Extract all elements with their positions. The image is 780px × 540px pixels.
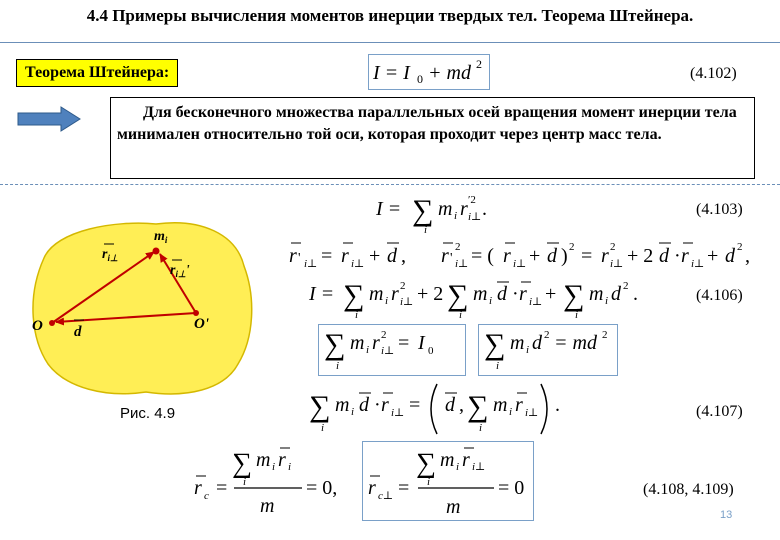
svg-text:i: i (272, 461, 276, 473)
svg-text:d: d (359, 394, 369, 416)
svg-text:·: · (674, 245, 681, 267)
svg-text:2: 2 (610, 241, 616, 253)
section-divider (0, 184, 780, 185)
formula-4-106 (305, 276, 655, 324)
title-divider (0, 42, 780, 43)
svg-text:m: m (350, 332, 365, 354)
vector-r-i-label: $r_{i\perp}$ (102, 247, 118, 263)
svg-text:=: = (581, 245, 593, 267)
figure-caption: Рис. 4.9 (120, 405, 176, 422)
svg-text:m: m (256, 449, 271, 471)
svg-text:d: d (497, 283, 507, 305)
svg-text:r: r (460, 198, 468, 220)
svg-text:,: , (459, 394, 464, 416)
svg-text:i: i (575, 309, 579, 321)
formula-vector-relations (285, 236, 775, 276)
rigid-body-shape (33, 223, 252, 394)
svg-text:c⊥: c⊥ (378, 490, 394, 502)
svg-text:i: i (385, 295, 389, 307)
svg-text:i⊥: i⊥ (691, 258, 705, 270)
svg-text:r: r (519, 283, 527, 305)
svg-text:i⊥: i⊥ (529, 296, 543, 308)
point-o-label: O (32, 318, 43, 334)
svg-text:= 0,: = 0, (306, 477, 338, 499)
svg-text:2: 2 (476, 57, 482, 71)
svg-text:d: d (445, 394, 455, 416)
svg-text:d: d (547, 245, 557, 267)
svg-text:∑: ∑ (484, 328, 506, 361)
svg-text:i: i (427, 476, 431, 488)
svg-text:I = I: I = I (373, 62, 410, 84)
svg-text:i⊥: i⊥ (513, 258, 527, 270)
svg-text:): ) (561, 245, 568, 267)
svg-text:I =: I = (309, 283, 335, 305)
theorem-statement: Для бесконечного множества параллельных осей вращения момент инерции тела минимален относительно той оси, которая проходит через центр масс тела. (110, 97, 755, 179)
svg-text:r: r (278, 449, 286, 471)
formula-4-107 (305, 380, 565, 440)
svg-text:i: i (489, 295, 493, 307)
svg-text:2: 2 (544, 329, 550, 341)
svg-text:∑: ∑ (467, 390, 489, 423)
svg-text:2: 2 (455, 241, 461, 253)
svg-text:r: r (515, 394, 523, 416)
svg-text:i: i (479, 422, 483, 434)
svg-text:i: i (424, 224, 428, 236)
svg-text:,: , (745, 245, 750, 267)
svg-text:= (: = ( (471, 245, 494, 267)
svg-text:m: m (510, 332, 525, 354)
svg-text:i: i (336, 360, 340, 372)
svg-text:·: · (512, 283, 519, 305)
svg-text:∑: ∑ (412, 194, 434, 227)
equation-number-4-108-4-109: (4.108, 4.109) (643, 481, 734, 498)
svg-text:r: r (503, 245, 511, 267)
svg-text:m: m (473, 283, 488, 305)
equation-number-4-103: (4.103) (696, 201, 743, 218)
point-o (49, 320, 55, 326)
mass-point (153, 248, 160, 255)
svg-text:2: 2 (400, 280, 406, 292)
svg-text:r: r (372, 332, 380, 354)
svg-text:r: r (462, 449, 470, 471)
svg-text:m: m (335, 394, 350, 416)
page-number: 13 (720, 509, 733, 521)
svg-text:∑: ∑ (324, 328, 346, 361)
point-o-prime-label: O' (194, 316, 209, 332)
svg-text:r: r (441, 245, 449, 267)
svg-text:i: i (605, 295, 609, 307)
svg-text:m: m (446, 496, 461, 518)
svg-text:=: = (398, 332, 410, 354)
svg-text:d: d (387, 245, 397, 267)
svg-text:i⊥: i⊥ (525, 407, 539, 419)
svg-text:∑: ∑ (309, 390, 331, 423)
svg-text:·: · (374, 394, 381, 416)
svg-text:m: m (438, 198, 453, 220)
svg-text:': ' (298, 251, 301, 266)
svg-text:∑: ∑ (416, 448, 436, 479)
svg-text:r: r (681, 245, 689, 267)
svg-text:,: , (401, 245, 406, 267)
right-arrow-icon (17, 106, 81, 132)
svg-text:= md: = md (554, 332, 597, 354)
mass-label: $m_i$ (154, 229, 168, 245)
svg-text:+ 2: + 2 (627, 245, 654, 267)
svg-text:i: i (526, 344, 530, 356)
svg-text:i: i (509, 406, 513, 418)
svg-text:i⊥: i⊥ (610, 258, 624, 270)
svg-text:+: + (707, 245, 719, 267)
svg-text:r: r (289, 245, 297, 267)
svg-text:i⊥: i⊥ (455, 258, 469, 270)
svg-text:+: + (529, 245, 541, 267)
svg-text:i: i (355, 309, 359, 321)
svg-text:′2: ′2 (468, 194, 476, 206)
figure-4-9-illustration (26, 218, 258, 400)
svg-text:i: i (243, 476, 247, 488)
svg-text:m: m (440, 449, 455, 471)
svg-text:d: d (659, 245, 669, 267)
svg-text:i: i (496, 360, 500, 372)
svg-text:i⊥: i⊥ (472, 461, 486, 473)
formula-4-103 (372, 190, 502, 236)
equation-number-4-102: (4.102) (690, 65, 737, 82)
formula-4-102 (368, 54, 490, 90)
svg-text:2: 2 (569, 241, 575, 253)
svg-text:i: i (288, 461, 292, 473)
formula-4-109 (362, 441, 534, 521)
svg-text:.: . (482, 198, 487, 220)
svg-text:i⊥: i⊥ (381, 345, 395, 357)
theorem-label: Теорема Штейнера: (16, 59, 178, 87)
svg-text:i⊥: i⊥ (351, 258, 365, 270)
svg-text:∑: ∑ (447, 279, 469, 312)
svg-text:m: m (369, 283, 384, 305)
formula-4-108 (190, 444, 350, 518)
svg-text:i: i (366, 344, 370, 356)
svg-text:+ 2: + 2 (417, 283, 444, 305)
svg-text:2: 2 (737, 241, 743, 253)
svg-text:= 0: = 0 (498, 477, 525, 499)
vector-r-i-prime-label: $r_{i\perp}'$ (170, 263, 190, 279)
formula-sum-mr2-identity (318, 324, 466, 376)
svg-text:=: = (216, 477, 228, 499)
equation-number-4-107: (4.107) (696, 403, 743, 420)
svg-text:m: m (589, 283, 604, 305)
equation-number-4-106: (4.106) (696, 287, 743, 304)
svg-text:i⊥: i⊥ (391, 407, 405, 419)
vector-d-label: d (74, 324, 82, 340)
svg-text:+: + (369, 245, 381, 267)
svg-text:=: = (409, 394, 421, 416)
svg-text:0: 0 (417, 72, 423, 86)
svg-text:=: = (398, 477, 410, 499)
svg-text:r: r (368, 477, 376, 499)
svg-text:i⊥: i⊥ (304, 258, 318, 270)
svg-text:+ md: + md (428, 62, 471, 84)
svg-text:∑: ∑ (563, 279, 585, 312)
svg-text:+: + (545, 283, 557, 305)
svg-text:∑: ∑ (343, 279, 365, 312)
svg-text:.: . (555, 394, 560, 416)
svg-text:r: r (194, 477, 202, 499)
svg-text:2: 2 (602, 329, 608, 341)
svg-text:∑: ∑ (232, 448, 252, 479)
svg-text:i: i (454, 210, 458, 222)
svg-text:r: r (341, 245, 349, 267)
svg-text:d: d (611, 283, 621, 305)
svg-text:I: I (418, 332, 425, 354)
svg-text:': ' (450, 251, 453, 266)
svg-text:i: i (459, 309, 463, 321)
svg-text:m: m (493, 394, 508, 416)
svg-text:r: r (381, 394, 389, 416)
svg-text:2: 2 (381, 329, 387, 341)
svg-text:r: r (601, 245, 609, 267)
svg-text:r: r (391, 283, 399, 305)
svg-text:i: i (456, 461, 460, 473)
svg-text:i: i (321, 422, 325, 434)
svg-text:i: i (351, 406, 355, 418)
svg-text:2: 2 (623, 280, 629, 292)
svg-text:m: m (260, 495, 275, 517)
svg-text:.: . (633, 283, 638, 305)
svg-text:0: 0 (428, 345, 434, 357)
formula-sum-md2-identity (478, 324, 618, 376)
svg-text:i⊥: i⊥ (468, 211, 482, 223)
slide-title: 4.4 Примеры вычисления моментов инерции твердых тел. Теорема Штейнера. (86, 6, 694, 25)
svg-text:c: c (204, 490, 209, 502)
svg-text:i⊥: i⊥ (400, 296, 414, 308)
svg-text:d: d (725, 245, 735, 267)
svg-text:I =: I = (376, 198, 402, 220)
svg-text:=: = (321, 245, 333, 267)
svg-text:d: d (532, 332, 542, 354)
